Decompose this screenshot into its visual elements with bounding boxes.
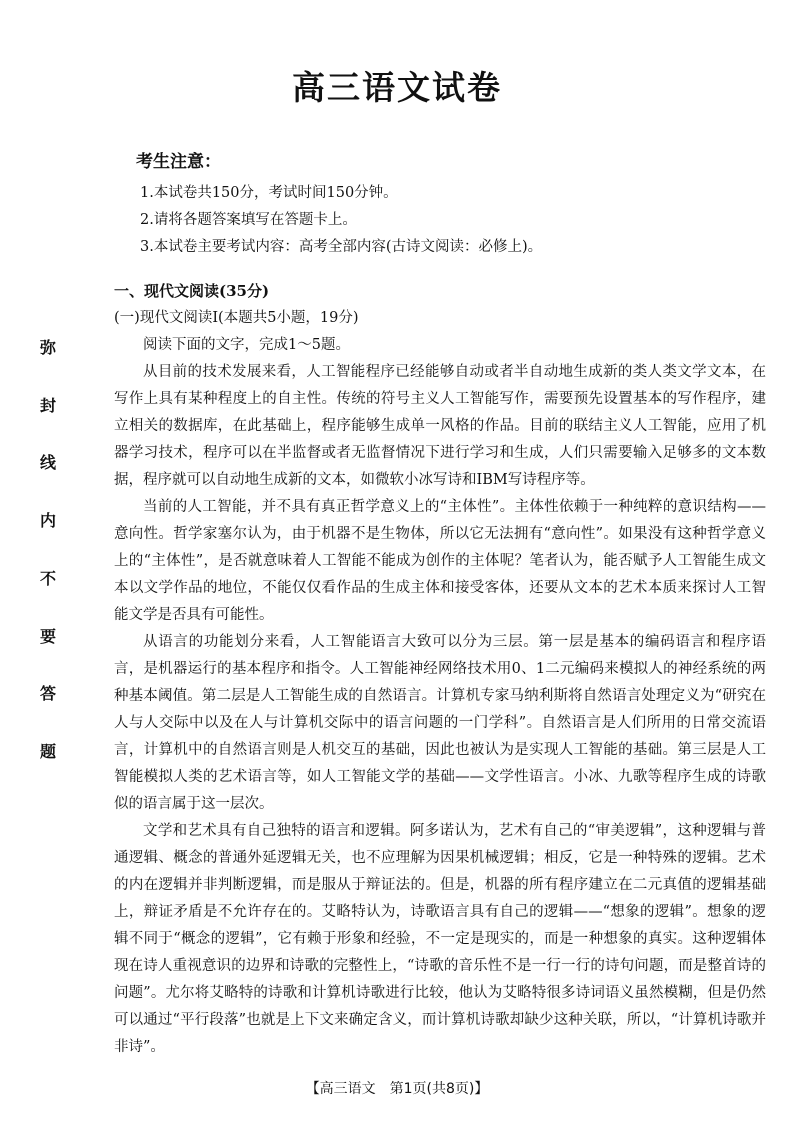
- notice-item: 1.本试卷共150分，考试时间150分钟。: [140, 185, 398, 201]
- page-footer: 【高三语文 第1页(共8页)】: [305, 1081, 489, 1097]
- sidebar-char: 答: [39, 684, 56, 704]
- notice-item: 3.本试卷主要考试内容：高考全部内容(古诗文阅读：必修上)。: [140, 239, 543, 255]
- sidebar-char: 不: [39, 568, 56, 588]
- sidebar-char: 封: [39, 395, 56, 415]
- sidebar-char: 题: [39, 741, 56, 761]
- article-paragraph: 从语言的功能划分来看，人工智能语言大致可以分为三层。第一层是基本的编码语言和程序语言，是机器运行的基本程序和指令。人工智能神经网络技术用0、1二元编码来模拟人的神经系统的两种基本阈值。第二层是人工智能生成的自然语言。计算机专家马纳利斯将自然语言处理定义为“研究在人与人交际中以及在人与计算机交际中的语言问题的一门学科”。自然语言是人们所用的日常交流语言，计算机中的自然语言则是人机交互的基础，因此也被认为是实现人工智能的基础。第三层是人工智能模拟人类的艺术语言等，如人工智能文学的基础——文学性语言。小冰、九歌等程序生成的诗歌似的语言属于这一层次。: [114, 634, 766, 812]
- sidebar-char: 要: [39, 626, 56, 646]
- article-paragraph: 从目前的技术发展来看，人工智能程序已经能够自动或者半自动地生成新的类人类文学文本，在写作上具有某种程度上的自主性。传统的符号主义人工智能写作，需要预先设置基本的写作程序，建立相关的数据库，在此基础上，程序能够生成单一风格的作品。目前的联结主义人工智能，应用了机器学习技术，程序可以在半监督或者无监督情况下进行学习和生成，人们只需要输入足够多的文本数据，程序就可以自动地生成新的文本，如微软小冰写诗和IBM写诗程序等。: [114, 364, 766, 488]
- page-title: 高三语文试卷: [292, 68, 502, 107]
- exam-notice: [136, 150, 736, 261]
- sidebar-char: 线: [39, 453, 56, 473]
- reading-section: [114, 278, 766, 1061]
- sidebar-char: 内: [39, 511, 56, 531]
- notice-item: 2.请将各题答案填写在答题卡上。: [140, 212, 357, 228]
- seal-line-sidebar: [38, 340, 58, 760]
- notice-heading: 考生注意：: [136, 152, 221, 172]
- section-subtitle: (一)现代文阅读Ⅰ(本题共5小题，19分): [114, 310, 359, 326]
- article-paragraph: 文学和艺术具有自己独特的语言和逻辑。阿多诺认为，艺术有自己的“审美逻辑”，这种逻辑与普通逻辑、概念的普通外延逻辑无关，也不应理解为因果机械逻辑；相反，它是一种特殊的逻辑。艺术的内在逻辑并非判断逻辑，而是服从于辩证法的。但是，机器的所有程序建立在二元真值的逻辑基础上，辩证矛盾是不允许存在的。艾略特认为，诗歌语言具有自己的逻辑——“想象的逻辑”。想象的逻辑不同于“概念的逻辑”，它有赖于形象和经验，不一定是现实的，而是一种想象的真实。这种逻辑体现在诗人重视意识的边界和诗歌的完整性上，“诗歌的音乐性不是一行一行的诗句问题，而是整首诗的问题”。尤尔将艾略特的诗歌和计算机诗歌进行比较，他认为艾略特很多诗词语义虽然模糊，但是仍然可以通过“平行段落”也就是上下文来确定含义，而计算机诗歌却缺少这种关联，所以，“计算机诗歌并非诗”。: [114, 823, 766, 1055]
- instruction: 阅读下面的文字，完成1～5题。: [143, 337, 350, 353]
- sidebar-char: 弥: [39, 338, 56, 357]
- section-title: 一、现代文阅读(35分): [114, 282, 270, 300]
- article-paragraph: 当前的人工智能，并不具有真正哲学意义上的“主体性”。主体性依赖于一种纯粹的意识结构——意向性。哲学家塞尔认为，由于机器不是生物体，所以它无法拥有“意向性”。如果没有这种哲学意义上的“主体性”，是否就意味着人工智能不能成为创作的主体呢？笔者认为，能否赋予人工智能生成文本以文学作品的地位，不能仅仅看作品的生成主体和接受客体，还要从文本的艺术本质来探讨人工智能文学是否具有可能性。: [114, 499, 766, 623]
